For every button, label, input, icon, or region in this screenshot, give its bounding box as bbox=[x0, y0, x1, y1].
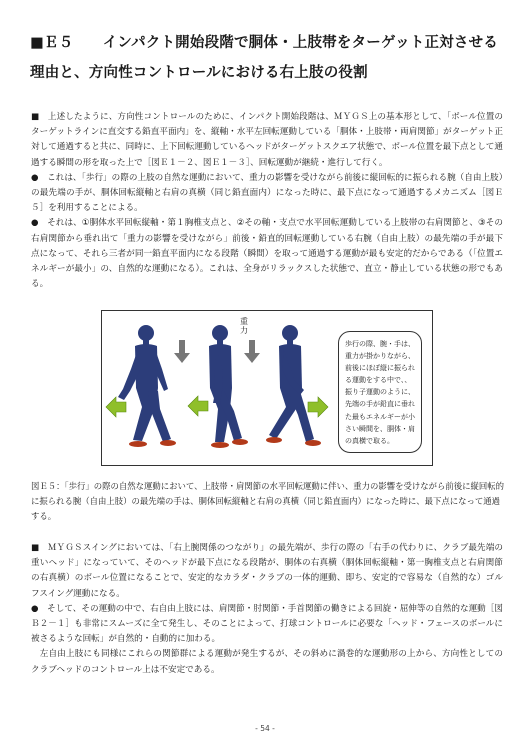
green-swing-arrow-3 bbox=[308, 397, 328, 417]
paragraph-1-text: ■ 上述したように、方向性コントロールのために、インパクト開始段階は、ＭＹＧＳ上の基本形として、「ボール位置のターゲットラインに直交する鉛直平面内」を、縦軸・水平左回転運動している「胴体・上肢帯・両肩関節」がターゲット正対して通過すると共に、同時に、上下回転運動しているヘッドがターゲットスクエア状態で、ボール位置を最下点として通過する瞬間の形を取った上で［図Ｅ１－２、図Ｅ１－３］、回転運動が継続・進行して行く。 ● これは、「歩行」の際の上肢の自然な運動において、重力の影響を受けながら前後に縦回転的に振られる腕（自由上肢）の最先端の手が、胴体回転縦軸と右肩の真横（同じ鉛直面内）になった時に、最下点になって通過するメカニズム［図Ｅ５］を利用することによる。 ● それは、①胴体水平回転縦軸・第１胸椎支点と、②その軸・支点で水平回転運動している上肢帯の右肩関節と、③その右肩関節から垂れ出て「重力の影響を受けながら」前後・鉛直的回転運動している右腕（自由上肢）の最先端の手が最下点になって、それら三者が同一鉛直平面内になる段階（瞬間）を取って通過する運動が最も安定的だからである（「位置エネルギーが最小」の、自然的な運動になる）。これは、全身がリラックスした状態で、直立・静止している状態の形でもある。 bbox=[31, 112, 503, 290]
green-swing-arrow-1 bbox=[106, 397, 126, 417]
section-subheading: 理由と、方向性コントロールにおける右上肢の役割 bbox=[30, 65, 368, 81]
figure-e5 bbox=[101, 310, 433, 466]
section-heading: ■Ｅ５ インパクト開始段階で胴体・上肢帯をターゲット正対させる bbox=[30, 35, 499, 51]
body-paragraph-1 bbox=[31, 110, 503, 292]
body-paragraph-2 bbox=[31, 541, 503, 678]
walking-figure-2 bbox=[209, 325, 248, 448]
gravity-arrow-left bbox=[174, 340, 190, 363]
gravity-arrow-right bbox=[244, 340, 260, 363]
gravity-label: 重力 bbox=[240, 317, 248, 335]
figure-callout-text: 歩行の際、腕・手は、重力が掛かりながら、前後にほぼ縦に振られる運動をする中で、、振り子運動のように、先端の手が鉛直に垂れた最もエネルギーが小さい瞬間を、胴体・肩の真横で取る。 bbox=[338, 331, 422, 453]
walking-figure-1 bbox=[118, 325, 176, 447]
walking-figure-3 bbox=[266, 325, 321, 446]
paragraph-2-text: ■ ＭＹＧＳスイングにおいては、「右上腕関係のつながり」の最先端が、歩行の際の「右手の代わりに、クラブ最先端の重いヘッド」になっていて、そのヘッドが最下点になる段階が、胴体の右真横（胴体回転縦軸・第一胸椎支点と右肩関節の右真横）のボール位置になることで、安定的なカラダ・クラブの一体的運動、即ち、安定的で容易な（自然的な）ゴルフスイング運動になる。 ● そして、その運動の中で、右自由上肢には、肩関節・肘関節・手首関節の働きによる回旋・屈伸等の自然的な運動［図Ｂ２－１］も非常にスムーズに全て発生し、そのことによって、打球コントロールに必要な「ヘッド・フェースのボールに被さるような回転」が自然的・自動的に加わる。 左自由上肢にも同様にこれらの関節群による運動が発生するが、その斜めに渦巻的な運動形の上から、方向性としてのクラブヘッドのコントロール上は不安定である。 bbox=[31, 543, 503, 675]
page-number: - 54 - bbox=[255, 724, 275, 733]
figure-caption: 図Ｅ５：「歩行」の際の自然な運動において、上肢帯・肩関節の水平回転運動に伴い、重力の影響を受けながら前後に縦回転的に振られる腕（自由上肢）の最先端の手は、胴体回転縦軸と右肩の真横（同じ鉛直面内）になった時に、最下点になって通過する。 bbox=[31, 481, 505, 522]
green-swing-arrow-2 bbox=[188, 396, 208, 416]
